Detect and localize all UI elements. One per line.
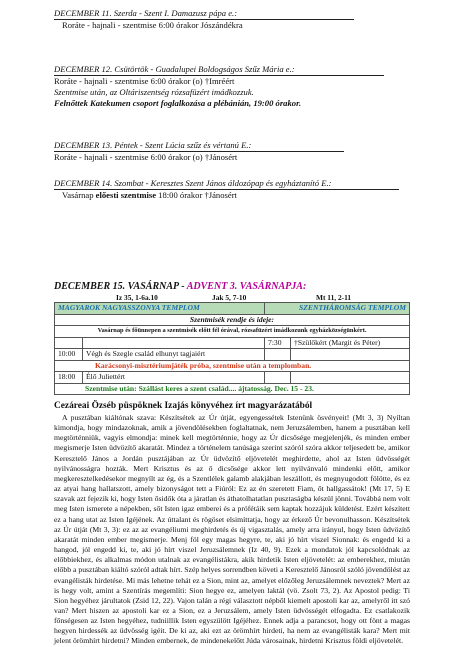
- dec13-section: [54, 140, 414, 163]
- dec11-line: Roráte - hajnali - szentmise 6:00 órakor Jószándékra: [62, 20, 243, 30]
- dec14-header: DECEMBER 14. Szombat - Keresztes Szent János áldozópap és egyháztanító E.:: [54, 178, 399, 190]
- table-row: [55, 349, 410, 361]
- dec12-line3: Felnőttek Katekumen csoport foglalkozása a plébánián, 19:00 órakor.: [54, 98, 302, 108]
- article-title: Cezáreai Özséb püspöknek Izajás könyvéhez írt magyarázatából: [54, 401, 313, 411]
- article-body: [54, 413, 410, 647]
- green-line: Szentmise után: Szállást keres a szent család.... ájtatosság. Dec. 15 - 23.: [55, 383, 410, 395]
- table-row: [55, 372, 410, 384]
- row3-time: 18:00: [55, 372, 83, 384]
- table-row: [55, 337, 410, 349]
- red-line: Karácsonyi-misztériumjáték próba, szentmise után a templomban.: [55, 360, 410, 372]
- dec14-pre: Vasárnap: [62, 190, 96, 200]
- church-header-row: [55, 303, 410, 315]
- dec12-section: [54, 64, 414, 109]
- dec14-line: [54, 190, 414, 201]
- dec11-section: [54, 8, 414, 31]
- row2-time: 10:00: [55, 349, 83, 361]
- note-row: [55, 326, 410, 338]
- row3-text: Élő Juliettért: [83, 372, 265, 384]
- dec11-header: DECEMBER 11. Szerda - Szent I. Damazusz pápa e.:: [54, 8, 354, 20]
- mass-schedule-table: [54, 302, 410, 395]
- dec13-header: DECEMBER 13. Péntek - Szent Lúcia szűz és vértanú E.:: [54, 140, 344, 152]
- church-right: SZENTHÁROMSÁG TEMPLOM: [265, 303, 410, 315]
- reading-1: Iz 35, 1-6a.10: [116, 293, 158, 302]
- dec14-section: [54, 178, 414, 201]
- red-row: [55, 360, 410, 372]
- dec12-line2: Szentmise után, az Oltáriszentség rózsafüzért imádkozzuk.: [54, 87, 254, 97]
- row1-text: [83, 337, 265, 349]
- article-paragraph: A pusztában kiáltónak szava: Készítsétek az Úr útját, egyengessétek Istenünk ösvényeit! (Mt 3, 3) Nyíltan kimondja, hogy mindazoknak, amik a jövendölésekben foglaltatnak, nem Jeruzsálemben, hanem a pusztában kell megtörténniük, vagyis elmondja: minek kell megtörténnie, hogy az Úr dicsősége megjelenjék, és minden ember megismerje Isten üdvözítő akaratát. Mindez a történelem tanúsága szerint szóról szóra akkor teljesedett be, amikor Keresztelő János a Jordán pusztájában az Úr üdvözítő eljövetelét meghirdette, ahol az Isten üdvösségét nyilvánosságra hozták. Mert Krisztus és az ő dicsősége akkor lett nyilvánvaló mindenki előtt, amikor megkeresztelkedésekor megnyílt az ég, és a Szentlélek galamb alakjában leszállott, és megnyugodott fölötte, és ez az atyai hang hallatszott, amely bizonyságot tett a Fiúról: Ez az én szeretett Fiam, őt hallgassátok! (Mt 17, 5) E szavak azt fejezik ki, hogy Isten ősidők óta a járatlan és áthatolhatatlan pusztaságba készül jönni. Továbbá nem volt meg Isten ismerete a népekben, sőt Isten igaz emberei és a prófétáik sem kaptak hozzájuk küldetést. Ezért készített ez a hang utat az Isten Igéjének. Az úttalant és rögöset elsimíttatja, hogy az érkező Úr bevonulhasson. Készítsétek az Úr útját (Mt 3, 3): ez az az evangéliumi meghirdetés és új vigasztalás, amely arra irányul, hogy Isten üdvözítő akaratát minden ember megismerje. Menj föl egy magas hegyre, te, aki jó hírt viszel Sionnak: és engedd ki a hangod, jól engedd ki, te, aki jó hírt viszel Jeruzsálemnek (Iz 40, 9). Ezek a mondatok jól kapcsolódnak az előbbiekhez, és alkalmas módon utalnak az evangélistákra, akik hirdetik Isten eljövetelét: az emberekhez, miután előbb a pusztában kiáltó szóról adtak hírt. Szép helyes sorrendben követi a Keresztelő Jánosról szóló jövendölést az evangélisták hirdetése. Mi más lehetne tehát ez a Sion, mint az, amelyet előzőleg Jeruzsálemnek neveztek? Mert az is hegy volt, amint a Szentírás megemlíti: Sion hegye ez, amelyen laktál (vö. Zsolt 73, 2). Az Apostol pedig: Ti Sion hegyéhez járultatok (Zsid 12, 22). Vajon talán a régi választott népből kiemelt apostoli kar az, amelyről itt szó van? Mert hiszen az apostoli kar ez a Sion, ez a Jeruzsálem, amely Isten üdvösségét elfogadta. Ez csatlakozik főnségesen az Isten hegyéhez, tudniillik Isten egyszülött Igéjéhez. Ennek adja a parancsot, hogy ott fönt a magas hegyen hirdessék az üdvösség igéit. De ki az, aki ezt az örömhírt hirdeti, ha nem az evangélisták kara? Mert mit jelent örömhírt hirdetni? Minden embernek, de mindenekelőtt Júda városainak, hirdetni Krisztus földi eljövetelét.: [54, 413, 410, 646]
- row2-text2: [291, 349, 410, 361]
- row1-text2: †Szülőkért (Margit és Péter): [291, 337, 410, 349]
- row3-empty1: [265, 372, 291, 384]
- row2-time2: [265, 349, 291, 361]
- row1-time: [55, 337, 83, 349]
- row1-time2: 7:30: [265, 337, 291, 349]
- note-text: Vasárnap és főünnepen a szentmisék előtt fél órával, rózsafüzért imádkozunk egyházközségünkért.: [55, 326, 410, 338]
- church-left: MAGYAROK NAGYASSZONYA TEMPLOM: [55, 303, 265, 315]
- green-row: [55, 383, 410, 395]
- sunday-title: [54, 281, 409, 293]
- sunday-section: [54, 281, 409, 395]
- order-text: Szentmisék rendje és ideje:: [55, 314, 410, 326]
- reading-2: Jak 5, 7-10: [212, 293, 247, 302]
- order-row: [55, 314, 410, 326]
- dec14-bold: előesti szentmise: [95, 190, 157, 200]
- row2-text: Végh és Szegle család elhunyt tagjaiért: [83, 349, 265, 361]
- sunday-title-advent: ADVENT 3. VASÁRNAPJA:: [186, 281, 307, 292]
- row3-empty2: [291, 372, 410, 384]
- reading-3: Mt 11, 2-11: [316, 293, 352, 302]
- dec12-line1: Roráte - hajnali - szentmise 6:00 órakor (o) †Imréért: [54, 76, 235, 86]
- dec14-post: 18:00 órakor †Jánosért: [156, 190, 237, 200]
- sunday-title-date: DECEMBER 15. VASÁRNAP -: [54, 281, 187, 292]
- sunday-readings: [54, 293, 409, 302]
- dec13-line1: Roráte - hajnali - szentmise 6:00 órakor (o) †Jánosért: [54, 152, 238, 162]
- dec12-header: DECEMBER 12. Csütörtök - Guadalupei Boldogságos Szűz Mária e.:: [54, 64, 384, 76]
